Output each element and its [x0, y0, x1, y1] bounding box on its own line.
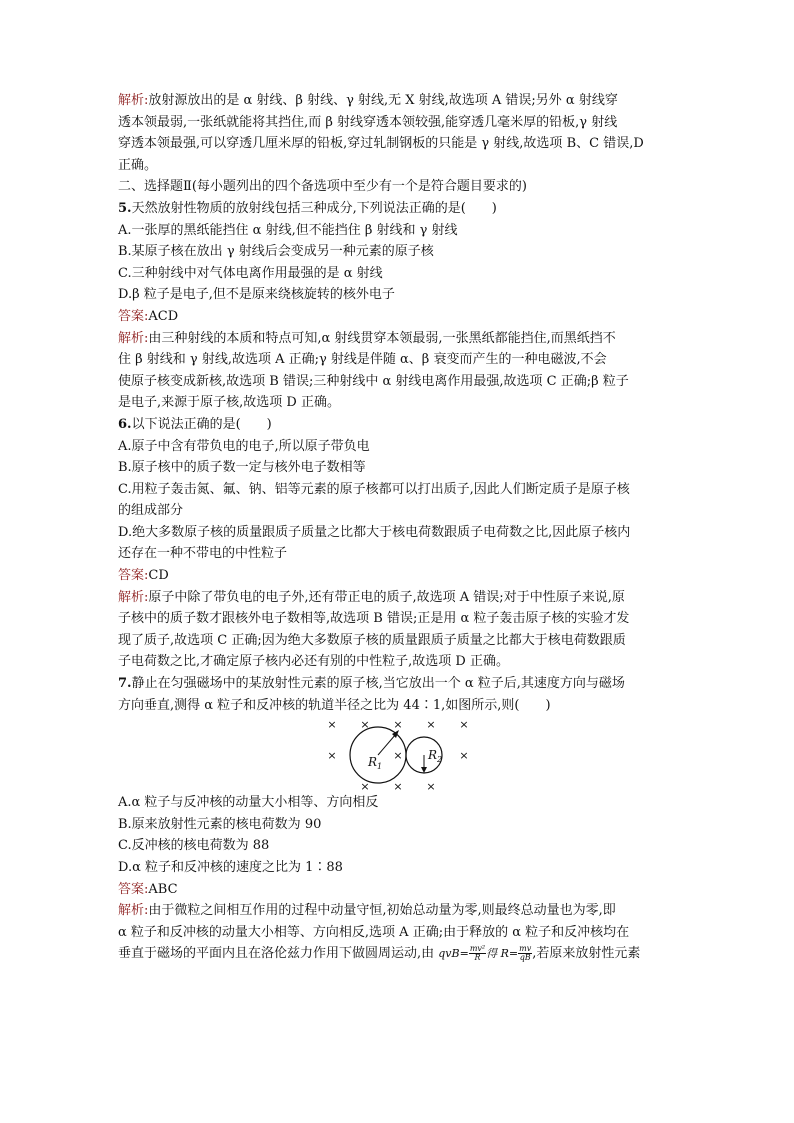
analysis-line: 子电荷数之比,才确定原子核内必还有别的中性粒子,故选项 D 正确。 — [118, 654, 509, 670]
option-a: A.α 粒子与反冲核的动量大小相等、方向相反 — [118, 795, 379, 811]
option-b: B.原子核中的质子数一定与核外电子数相等 — [118, 460, 366, 476]
answer-label: 答案: — [118, 881, 149, 897]
analysis-line: 子核中的质子数才跟核外电子数相等,故选项 B 错误;正是用 α 粒子轰击原子核的实验才发 — [118, 611, 630, 627]
intro-analysis — [118, 90, 690, 176]
question-number: 6. — [118, 416, 132, 432]
question-number: 5. — [118, 200, 132, 216]
answer: 答案:ACD — [118, 308, 179, 324]
radius-r2-arrowhead — [421, 767, 427, 773]
analysis-line: 解析:由三种射线的本质和特点可知,α 射线贯穿本领最弱,一张黑纸都能挡住,而黑纸挡不 — [118, 330, 616, 346]
field-cross: × — [426, 780, 436, 793]
option-a: A.原子中含有带负电的电子,所以原子带负电 — [118, 438, 370, 454]
label-r2: $R_2$ — [428, 748, 443, 765]
field-cross: × — [426, 718, 436, 732]
orbit-diagram — [318, 716, 478, 792]
option-d: D.β 粒子是电子,但不是原来绕核旋转的核外电子 — [118, 287, 395, 303]
question-stem: 7.静止在匀强磁场中的某放射性元素的原子核,当它放出一个 α 粒子后,其速度方向与磁场 — [118, 676, 625, 692]
answer-label: 答案: — [118, 568, 149, 584]
field-cross: × — [360, 718, 370, 732]
text-line: 正确。 — [118, 157, 158, 173]
question-stem: 5.天然放射性物质的放射线包括三种成分,下列说法正确的是( ) — [118, 200, 497, 216]
analysis-line: α 粒子和反冲核的动量大小相等、方向相反,选项 A 正确;由于释放的 α 粒子和反冲核均在 — [118, 924, 630, 940]
option-c: C.反冲核的核电荷数为 88 — [118, 838, 270, 854]
question-stem: 6.以下说法正确的是( ) — [118, 416, 272, 432]
label-r1: $R_1$ — [368, 755, 383, 772]
question-stem-cont: 方向垂直,测得 α 粒子和反冲核的轨道半径之比为 44∶1,如图所示,则( ) — [118, 697, 551, 713]
field-cross: × — [393, 718, 403, 732]
answer: 答案:ABC — [118, 881, 178, 897]
field-cross: × — [459, 718, 469, 732]
analysis-label: 解析: — [118, 330, 149, 346]
option-c: C.用粒子轰击氮、氟、钠、铝等元素的原子核都可以打出质子,因此人们断定质子是原子核 — [118, 481, 630, 497]
fraction-mv2-r: $\frac{\text{mv²}}{R}$ — [469, 944, 486, 963]
formula-radius: 得 R= — [486, 947, 519, 961]
analysis-line: 解析:原子中除了带负电的电子外,还有带正电的质子,故选项 A 错误;对于中性原子来说,原 — [118, 589, 625, 605]
analysis-label: 解析: — [118, 589, 149, 605]
option-d: D.α 粒子和反冲核的速度之比为 1∶88 — [118, 860, 343, 875]
analysis-line: 解析:由于微粒之间相互作用的过程中动量守恒,初始总动量为零,则最终总动量也为零,即 — [118, 903, 616, 919]
field-cross: × — [393, 749, 403, 763]
answer: 答案:CD — [118, 568, 169, 584]
document-page — [118, 90, 690, 965]
option-c-cont: 的组成部分 — [118, 503, 184, 519]
analysis-line: 垂直于磁场的平面内且在洛伦兹力作用下做圆周运动,由 qvB= $\frac{\text{mv²}}{R}$ 得 R= $\frac{mv}{qB}$ ,若原来放射性元素 — [118, 944, 641, 963]
field-cross: × — [327, 749, 337, 763]
question-5 — [118, 198, 690, 414]
option-d-cont: 还存在一种不带电的中性粒子 — [118, 546, 288, 562]
field-cross: × — [360, 780, 370, 793]
option-d: D.绝大多数原子核的质量跟质子质量之比都大于核电荷数跟质子电荷数之比,因此原子核内 — [118, 524, 631, 540]
question-number: 7. — [118, 676, 132, 692]
answer-label: 答案: — [118, 308, 149, 324]
magnetic-field-figure — [118, 716, 690, 792]
analysis-label: 解析: — [118, 93, 149, 108]
option-b: B.某原子核在放出 γ 射线后会变成另一种元素的原子核 — [118, 244, 434, 260]
question-7 — [118, 673, 690, 965]
section-heading: 二、选择题Ⅱ(每小题列出的四个备选项中至少有一个是符合题目要求的) — [118, 179, 527, 195]
field-cross: × — [327, 718, 337, 732]
analysis-label: 解析: — [118, 903, 149, 919]
analysis-line: 现了质子,故选项 C 正确;因为绝大多数原子核的质量跟质子质量之比都大于核电荷数跟质 — [118, 632, 626, 648]
text-line: 穿透本领最强,可以穿透几厘米厚的铅板,穿过轧制钢板的只能是 γ 射线,故选项 B、C 错误,D — [118, 136, 644, 152]
field-cross: × — [393, 780, 403, 793]
text-line: 解析:放射源放出的是 α 射线、β 射线、γ 射线,无 X 射线,故选项 A 错误;另外 α 射线穿 — [118, 93, 618, 108]
option-a: A.一张厚的黑纸能挡住 α 射线,但不能挡住 β 射线和 γ 射线 — [118, 222, 458, 238]
analysis-line: 使原子核变成新核,故选项 B 错误;三种射线中 α 射线电离作用最强,故选项 C 正确;β 粒子 — [118, 373, 629, 389]
text-line: 透本领最弱,一张纸就能将其挡住,而 β 射线穿透本领较强,能穿透几毫米厚的铅板,γ 射线 — [118, 114, 618, 130]
question-6 — [118, 414, 690, 673]
analysis-line: 是电子,来源于原子核,故选项 D 正确。 — [118, 395, 340, 411]
formula-lorentz: qvB= — [438, 947, 469, 961]
fraction-mv-qb: $\frac{mv}{qB}$ — [519, 944, 532, 963]
option-c: C.三种射线中对气体电离作用最强的是 α 射线 — [118, 265, 383, 281]
field-cross: × — [459, 749, 469, 763]
analysis-line: 住 β 射线和 γ 射线,故选项 A 正确;γ 射线是伴随 α、β 衰变而产生的一种电磁波,不会 — [118, 352, 607, 368]
option-b: B.原来放射性元素的核电荷数为 90 — [118, 816, 322, 832]
